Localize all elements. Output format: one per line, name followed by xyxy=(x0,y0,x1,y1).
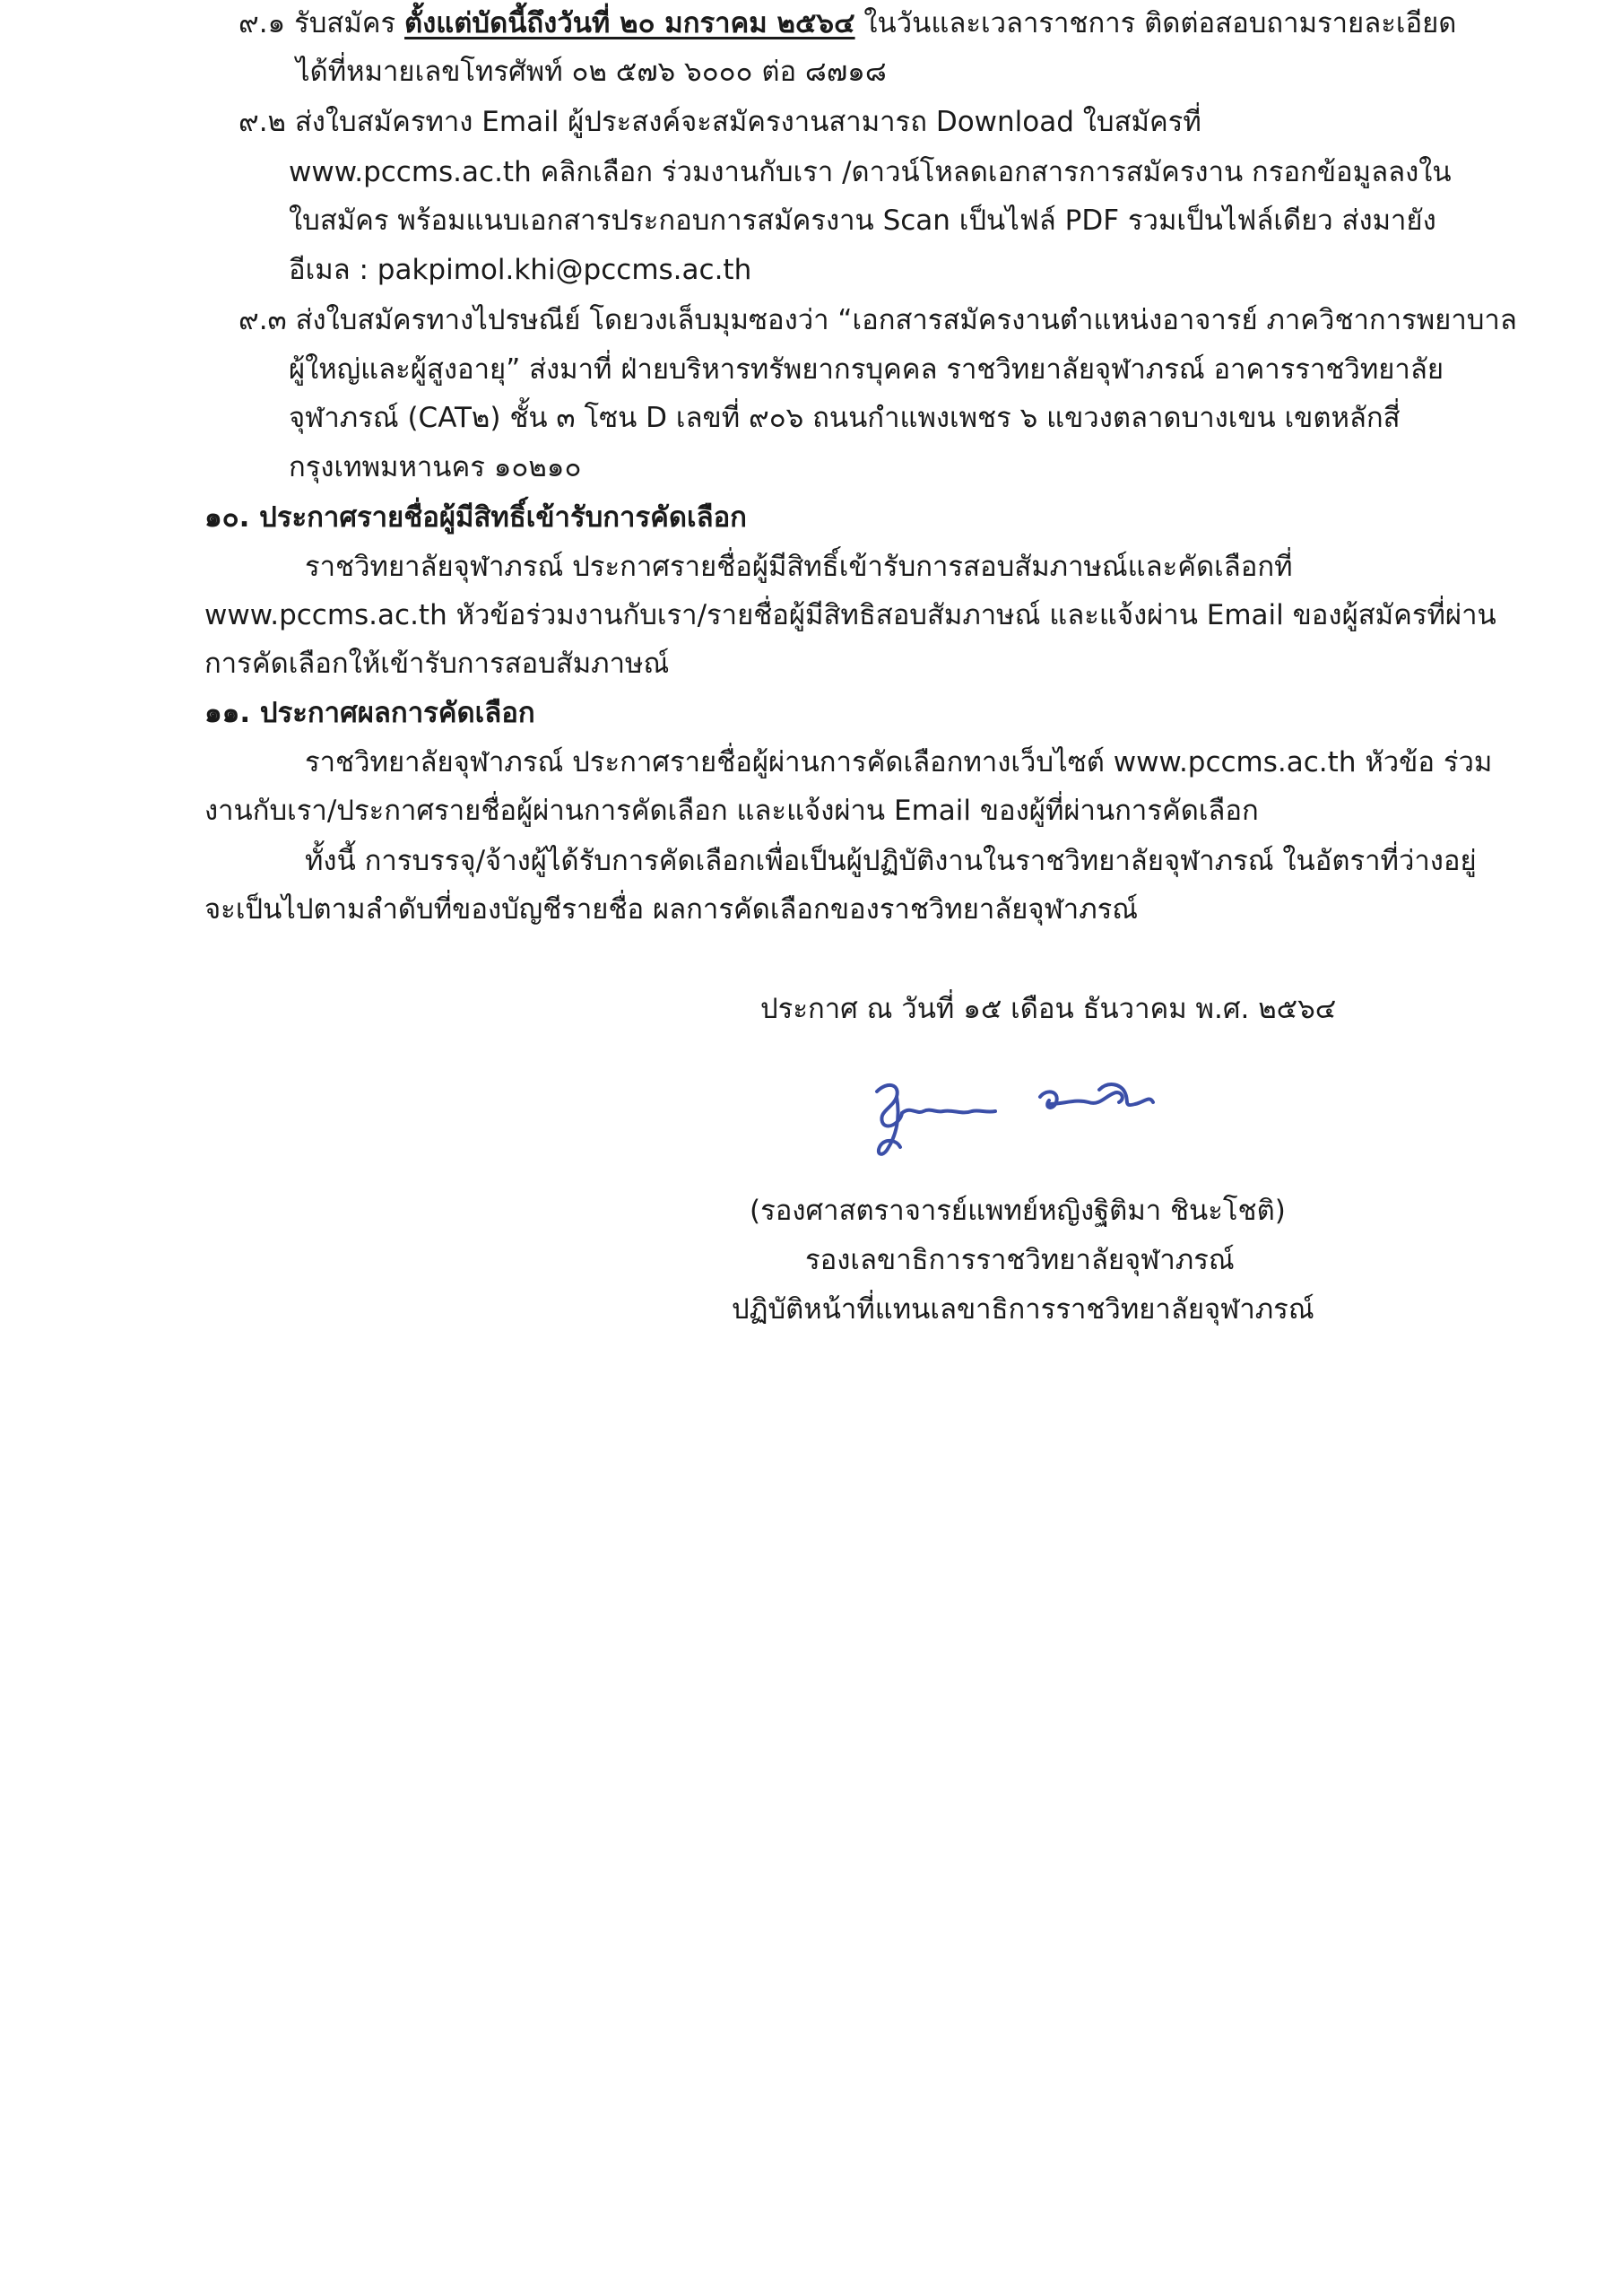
signatory-position-1: รองเลขาธิการราชวิทยาลัยจุฬาภรณ์ xyxy=(805,1244,1235,1276)
section-11-line-2: งานกับเรา/ประกาศรายชื่อผู้ผ่านการคัดเลือก และแจ้งผ่าน Email ของผู้ที่ผ่านการคัดเลือก xyxy=(204,795,1259,827)
item-9-1-line-1 xyxy=(239,5,1456,41)
item-9-3-line-4: กรุงเทพมหานคร ๑๐๒๑๐ xyxy=(289,451,582,483)
item-9-3-line-2: ผู้ใหญ่และผู้สูงอายุ” ส่งมาที่ ฝ่ายบริหารทรัพยากรบุคคล ราชวิทยาลัยจุฬาภรณ์ อาคารราชวิทยาลัย xyxy=(289,353,1444,386)
item-9-2-line-3: ใบสมัคร พร้อมแนบเอกสารประกอบการสมัครงาน Scan เป็นไฟล์ PDF รวมเป็นไฟล์เดียว ส่งมายัง xyxy=(289,204,1436,237)
signatory-name: (รองศาสตราจารย์แพทย์หญิงฐิติมา ชินะโชติ) xyxy=(750,1195,1286,1227)
item-9-3-line-3: จุฬาภรณ์ (CAT๒) ชั้น ๓ โซน D เลขที่ ๙๐๖ ถนนกำแพงเพชร ๖ แขวงตลาดบางเขน เขตหลักสี่ xyxy=(289,402,1401,434)
section-10-line-1: ราชวิทยาลัยจุฬาภรณ์ ประกาศรายชื่อผู้มีสิทธิ์เข้ารับการสอบสัมภาษณ์และคัดเลือกที่ xyxy=(305,551,1293,583)
item-9-2-line-2: www.pccms.ac.th คลิกเลือก ร่วมงานกับเรา /ดาวน์โหลดเอกสารการสมัครงาน กรอกข้อมูลลงใน xyxy=(289,156,1452,188)
signature-graphic xyxy=(861,1072,1184,1170)
section-10-line-3: การคัดเลือกให้เข้ารับการสอบสัมภาษณ์ xyxy=(204,648,670,680)
section-10-line-2: www.pccms.ac.th หัวข้อร่วมงานกับเรา/รายชื่อผู้มีสิทธิสอบสัมภาษณ์ และแจ้งผ่าน Email ของผู้สมัครที่ผ่าน xyxy=(204,599,1496,631)
item-9-1-suffix: ในวันและเวลาราชการ ติดต่อสอบถามรายละเอียด xyxy=(854,7,1457,39)
section-11-line-3: ทั้งนี้ การบรรจุ/จ้างผู้ได้รับการคัดเลือกเพื่อเป็นผู้ปฏิบัติงานในราชวิทยาลัยจุฬาภรณ์ ในอัตราที่ว่างอยู่ xyxy=(305,845,1477,877)
section-11-heading: ๑๑. ประกาศผลการคัดเลือก xyxy=(204,697,535,729)
item-9-1-prefix: ๙.๑ รับสมัคร xyxy=(239,7,405,39)
item-9-2-line-4: อีเมล : pakpimol.khi@pccms.ac.th xyxy=(289,254,752,286)
item-9-1-line-2: ได้ที่หมายเลขโทรศัพท์ ๐๒ ๕๗๖ ๖๐๐๐ ต่อ ๘๗๑๘ xyxy=(296,56,887,88)
signatory-position-2: ปฏิบัติหน้าที่แทนเลขาธิการราชวิทยาลัยจุฬาภรณ์ xyxy=(732,1293,1314,1326)
section-11-line-1: ราชวิทยาลัยจุฬาภรณ์ ประกาศรายชื่อผู้ผ่านการคัดเลือกทางเว็บไซต์ www.pccms.ac.th หัวข้อ ร่วม xyxy=(305,746,1493,778)
item-9-1-deadline: ตั้งแต่บัดนี้ถึงวันที่ ๒๐ มกราคม ๒๕๖๔ xyxy=(404,7,855,39)
section-10-heading: ๑๐. ประกาศรายชื่อผู้มีสิทธิ์เข้ารับการคัดเลือก xyxy=(204,501,747,534)
section-11-line-4: จะเป็นไปตามลำดับที่ของบัญชีรายชื่อ ผลการคัดเลือกของราชวิทยาลัยจุฬาภรณ์ xyxy=(204,893,1139,926)
announcement-date: ประกาศ ณ วันที่ ๑๕ เดือน ธันวาคม พ.ศ. ๒๕๖๔ xyxy=(760,993,1337,1025)
item-9-2-line-1: ๙.๒ ส่งใบสมัครทาง Email ผู้ประสงค์จะสมัครงานสามารถ Download ใบสมัครที่ xyxy=(239,106,1201,138)
handwritten-signature xyxy=(861,1072,1184,1170)
item-9-3-line-1: ๙.๓ ส่งใบสมัครทางไปรษณีย์ โดยวงเล็บมุมซองว่า “เอกสารสมัครงานตำแหน่งอาจารย์ ภาควิชาการพยาบาล xyxy=(239,304,1517,336)
